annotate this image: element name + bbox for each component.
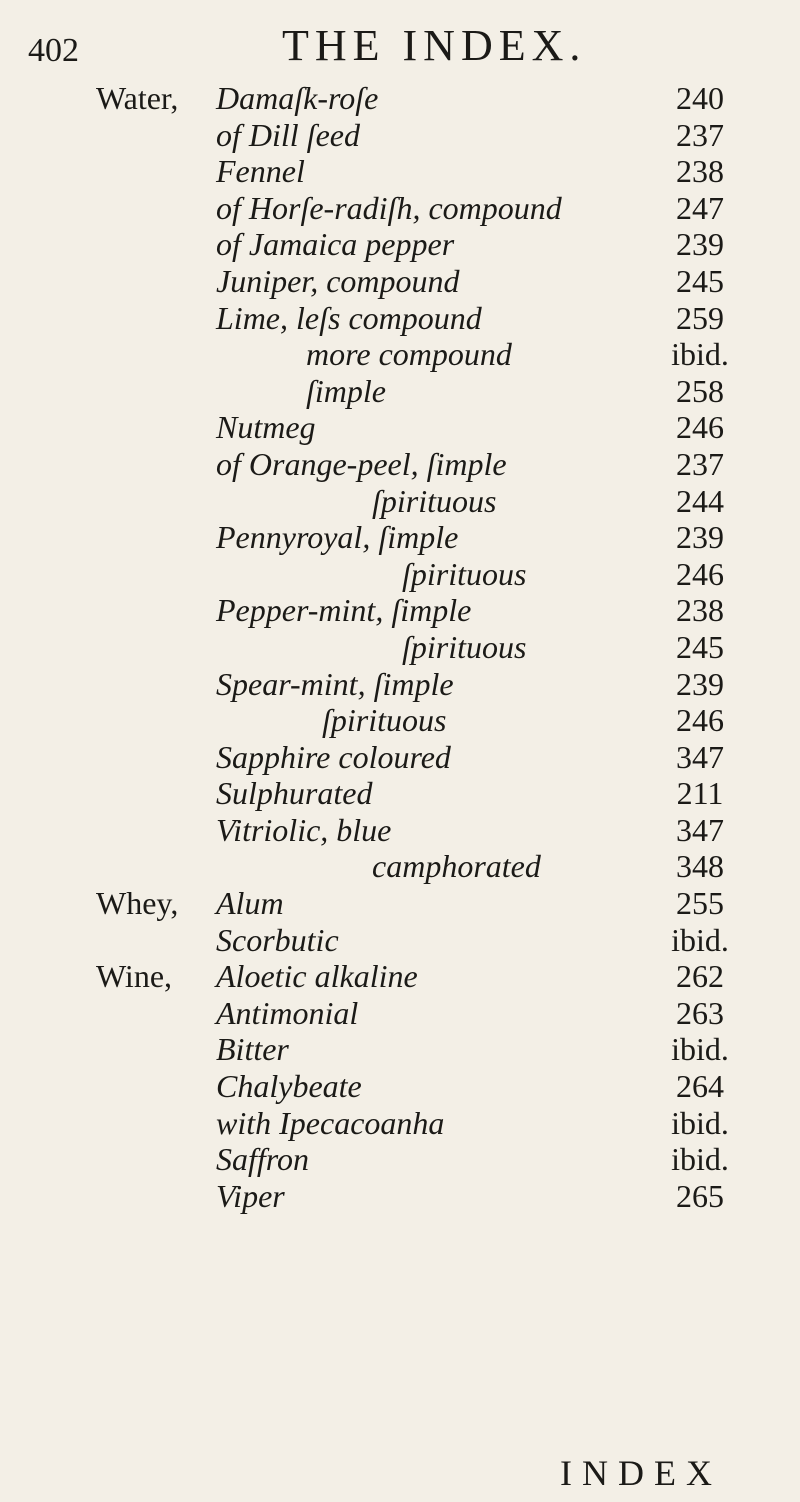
index-row xyxy=(0,629,800,666)
page-reference: 263 xyxy=(676,994,724,1031)
page-reference: 237 xyxy=(676,445,724,482)
index-row xyxy=(0,702,800,739)
page-reference: 211 xyxy=(676,775,724,812)
index-entry: Pepper-mint, ſimple xyxy=(216,592,472,629)
page-reference: 246 xyxy=(676,702,724,739)
page-reference: 240 xyxy=(676,80,724,116)
index-row xyxy=(0,117,800,154)
index-row xyxy=(0,336,800,373)
page-reference: 264 xyxy=(676,1068,724,1105)
page-reference: 239 xyxy=(676,665,724,702)
page-reference: 347 xyxy=(676,811,724,848)
page-reference: 246 xyxy=(676,409,724,446)
page-reference: 255 xyxy=(676,885,724,922)
page-number: 402 xyxy=(28,32,79,69)
index-entry: Vitriolic, blue xyxy=(216,811,392,848)
page-reference: ibid. xyxy=(671,1141,729,1178)
index-entry: Sapphire coloured xyxy=(216,738,451,775)
index-row xyxy=(0,995,800,1032)
running-head: THE INDEX. xyxy=(282,21,587,70)
index-entries xyxy=(0,80,800,1214)
index-entry: Antimonial xyxy=(216,994,359,1031)
page-reference: 244 xyxy=(676,482,724,519)
page-reference: 347 xyxy=(676,738,724,775)
index-entry: ſpirituous xyxy=(402,555,527,592)
index-heading: Wine, xyxy=(96,958,173,995)
page-reference: 245 xyxy=(676,262,724,299)
index-entry: of Jamaica pepper xyxy=(216,226,455,263)
index-row xyxy=(0,958,800,995)
index-entry: Aloetic alkaline xyxy=(216,958,418,995)
index-entry: Scorbutic xyxy=(216,921,339,958)
index-row xyxy=(0,812,800,849)
index-row xyxy=(0,300,800,337)
page-reference: 239 xyxy=(676,519,724,556)
index-entry: more compound xyxy=(306,336,512,373)
page-reference: 247 xyxy=(676,189,724,226)
index-entry: Juniper, compound xyxy=(216,262,460,299)
index-heading: Whey, xyxy=(96,885,179,922)
index-row xyxy=(0,885,800,922)
index-row xyxy=(0,190,800,227)
index-entry: ſpirituous xyxy=(372,482,497,519)
index-row xyxy=(0,556,800,593)
index-row xyxy=(0,739,800,776)
index-entry: camphorated xyxy=(372,848,541,885)
index-row xyxy=(0,409,800,446)
index-entry: Damaſk-roſe xyxy=(216,80,379,116)
index-row xyxy=(0,666,800,703)
index-row xyxy=(0,775,800,812)
index-row xyxy=(0,263,800,300)
page-reference: 348 xyxy=(676,848,724,885)
page-reference: 262 xyxy=(676,958,724,995)
page-reference: 265 xyxy=(676,1177,724,1214)
index-row xyxy=(0,848,800,885)
index-row xyxy=(0,1141,800,1178)
index-row xyxy=(0,1178,800,1215)
index-entry: Pennyroyal, ſimple xyxy=(216,519,459,556)
index-entry: Lime, leſs compound xyxy=(216,299,482,336)
page-reference: ibid. xyxy=(671,1031,729,1068)
index-entry: Nutmeg xyxy=(216,409,316,446)
index-entry: Spear-mint, ſimple xyxy=(216,665,454,702)
page-reference: 246 xyxy=(676,555,724,592)
index-row xyxy=(0,1068,800,1105)
catchword: INDEX xyxy=(560,1453,722,1493)
index-row xyxy=(0,483,800,520)
page-reference: 245 xyxy=(676,628,724,665)
index-row xyxy=(0,1031,800,1068)
index-row xyxy=(0,1105,800,1142)
index-entry: Chalybeate xyxy=(216,1068,362,1105)
index-entry: Viper xyxy=(216,1177,285,1214)
page-reference: ibid. xyxy=(671,921,729,958)
index-entry: ſimple xyxy=(306,372,386,409)
page-reference: ibid. xyxy=(671,1104,729,1141)
index-entry: of Orange-peel, ſimple xyxy=(216,445,507,482)
page-reference: 259 xyxy=(676,299,724,336)
index-row xyxy=(0,922,800,959)
index-heading: Water, xyxy=(96,80,179,116)
index-entry: ſpirituous xyxy=(322,702,447,739)
index-entry: Sulphurated xyxy=(216,775,373,812)
page-reference: ibid. xyxy=(671,336,729,373)
page-reference: 239 xyxy=(676,226,724,263)
page-reference: 238 xyxy=(676,153,724,190)
index-entry: of Horſe-radiſh, compound xyxy=(216,189,562,226)
page-reference: 258 xyxy=(676,372,724,409)
index-entry: with Ipecacoanha xyxy=(216,1104,445,1141)
index-entry: Bitter xyxy=(216,1031,289,1068)
index-row xyxy=(0,153,800,190)
page-reference: 237 xyxy=(676,116,724,153)
index-row xyxy=(0,80,800,117)
index-entry: ſpirituous xyxy=(402,628,527,665)
page-reference: 238 xyxy=(676,592,724,629)
index-row xyxy=(0,519,800,556)
index-entry: Alum xyxy=(216,885,284,922)
index-row xyxy=(0,226,800,263)
index-entry: Fennel xyxy=(216,153,305,190)
index-row xyxy=(0,446,800,483)
index-entry: of Dill ſeed xyxy=(216,116,360,153)
index-entry: Saffron xyxy=(216,1141,310,1178)
index-row xyxy=(0,592,800,629)
index-row xyxy=(0,373,800,410)
